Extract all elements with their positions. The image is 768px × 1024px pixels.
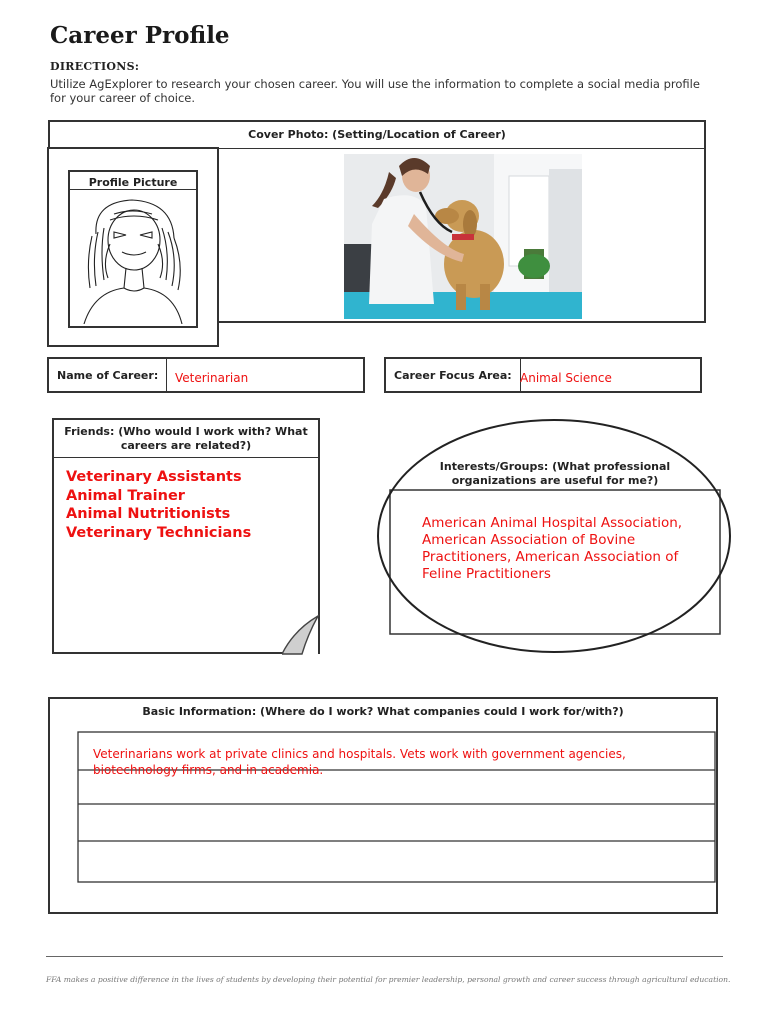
career-focus-field: [384, 357, 702, 393]
page-curl-icon: [282, 614, 320, 656]
footer-divider: [46, 956, 723, 957]
footer-text: FFA makes a positive difference in the lives of students by developing their potential for premier leadership, personal growth and career success through agricultural education.: [46, 975, 731, 984]
list-item[interactable]: Animal Trainer: [66, 487, 185, 504]
cover-photo-image: [344, 154, 582, 319]
friends-label-line2: careers are related?): [120, 439, 252, 452]
career-name-label: Name of Career:: [49, 359, 167, 391]
page-title: Career Profile: [50, 22, 230, 49]
profile-label-divider: [68, 189, 198, 190]
interests-label-line1: Interests/Groups: (What professional: [439, 460, 671, 473]
list-item[interactable]: Veterinary Assistants: [66, 469, 242, 485]
face-sketch-drawing: [74, 192, 192, 324]
basic-info-label: Basic Information: (Where do I work? What companies could I work for/with?): [142, 705, 624, 718]
career-name-field: [47, 357, 365, 393]
interests-label: [430, 460, 680, 488]
interests-value[interactable]: American Animal Hospital Association, American Association of Bovine Practitioners, American Association of Feline Practitioners: [422, 515, 683, 582]
career-name-value[interactable]: Veterinarian: [175, 371, 249, 385]
list-item[interactable]: Animal Nutritionists: [66, 506, 231, 522]
vet-with-dog-illustration: [344, 154, 582, 319]
list-item[interactable]: Veterinary Technicians: [66, 524, 252, 541]
friends-label-line1: Friends: (Who would I work with? What: [64, 425, 308, 438]
cover-photo-label: Cover Photo: (Setting/Location of Career): [50, 122, 704, 149]
friends-list: [66, 468, 251, 542]
directions-heading: DIRECTIONS:: [50, 60, 140, 73]
interests-label-line2: organizations are useful for me?): [451, 474, 659, 487]
directions-text: Utilize AgExplorer to research your chosen career. You will use the information to complete a social media profile for your career of choice.: [50, 77, 700, 105]
basic-info-value[interactable]: Veterinarians work at private clinics and hospitals. Vets work with government agencies, biotechnology firms, and in academia.: [93, 747, 626, 777]
profile-picture-label: Profile Picture: [88, 176, 178, 189]
basic-info-lines: [48, 697, 718, 914]
profile-picture-image: [74, 192, 192, 324]
career-focus-label: Career Focus Area:: [386, 359, 521, 391]
career-focus-value[interactable]: Animal Science: [520, 371, 612, 385]
friends-label: [54, 420, 318, 458]
